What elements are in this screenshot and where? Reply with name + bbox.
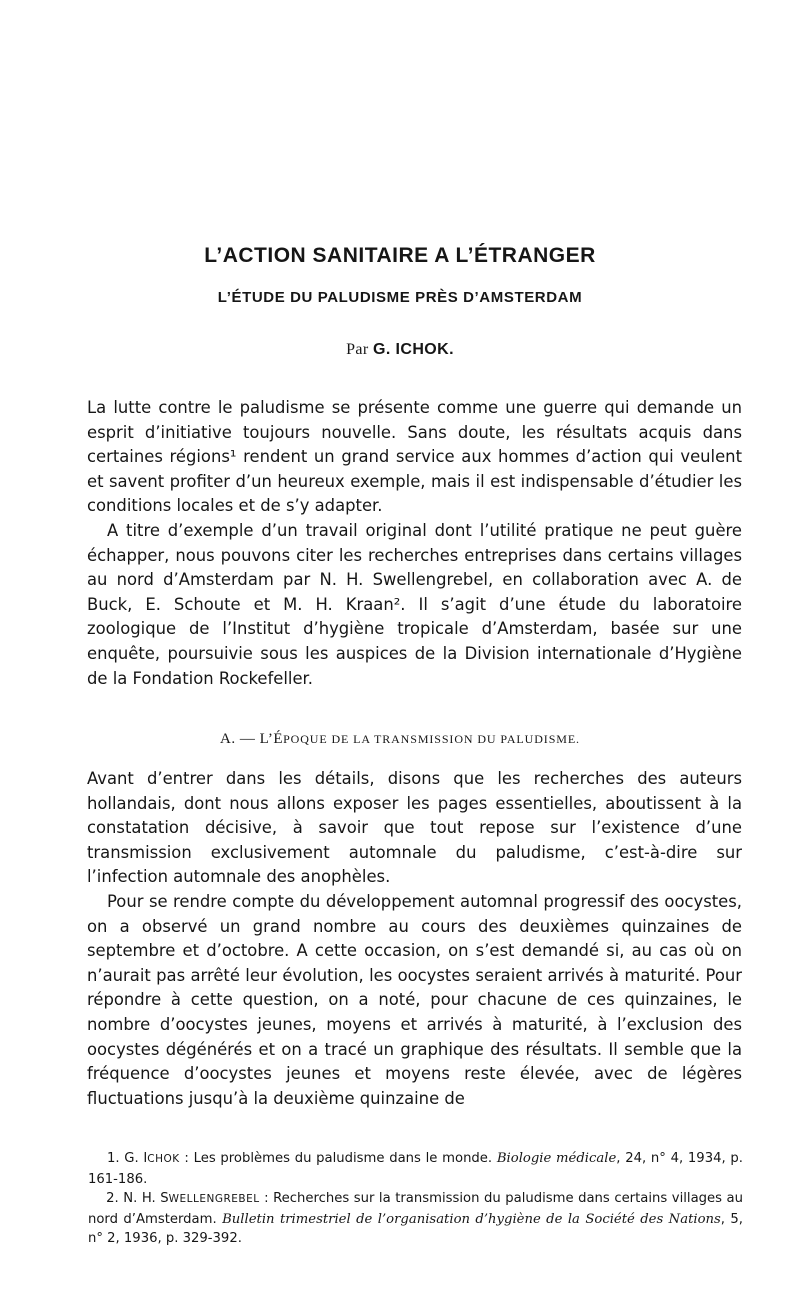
footnote-1-text: : Les problèmes du paludisme dans le monde. bbox=[184, 1151, 493, 1166]
byline-prefix: Par bbox=[346, 341, 369, 358]
byline bbox=[0, 341, 800, 359]
footnote-1-journal: Biologie médicale bbox=[496, 1151, 617, 1166]
footnote-2-author: WELLENGREBEL bbox=[168, 1193, 260, 1206]
footnote-2-author-initial: N. H. S bbox=[123, 1191, 169, 1207]
section-a-paragraph-2: Pour se rendre compte du développement automnal progressif des oocystes, on a observé un grand nombre au cours des deuxièmes quinzaines de septembre et d’octobre. A cette occasion, on s’est demandé si, au cas où on n’aurait pas arrêté leur évolution, les oocystes seraient arrivés à maturité. Pour répondre à cette question, on a noté, pour chacune de ces quinzaines, le nombre d’oocystes jeunes, moyens et arrivés à maturité, à l’exclusion des oocystes dégénérés et on a tracé un graphique des résultats. Il semble que la fréquence d’oocystes jeunes et moyens reste élevée, avec de légères fluctuations jusqu’à la deuxième quinzaine de bbox=[87, 891, 742, 1108]
section-a-paragraph-1: Avant d’entrer dans les détails, disons que les recherches des auteurs hollandais, dont nous allons exposer les pages essentielles, aboutissent à la constatation décisive, à savoir que tout repose sur l’existence d’une transmission exclusivement automnale du paludisme, c’est-à-dire sur l’infection automnale des anophèles. bbox=[87, 769, 742, 887]
footnote-2-text: : Recherches sur la transmission du paludisme dans certains villages au nord d’Amsterdam. bbox=[88, 1191, 743, 1227]
footnote-2 bbox=[88, 1189, 743, 1249]
footnote-2-journal: Bulletin trimestriel de l’organisation d’hygiène de la Société des Nations bbox=[222, 1211, 721, 1227]
author-name: G. ICHOK. bbox=[373, 341, 454, 358]
footnote-1-ref: , 24, n° 4, 1934, p. 161-186. bbox=[88, 1151, 743, 1187]
footnote-1-author: CHOK bbox=[147, 1153, 180, 1165]
intro-paragraph-2: A titre d’exemple d’un travail original dont l’utilité pratique ne peut guère échapper, nous pouvons citer les recherches entreprises dans certains villages au nord d’Amsterdam par N. H. Swellengrebel, en collaboration avec A. de Buck, E. Schoute et M. H. Kraan². Il s’agit d’une étude du laboratoire zoologique de l’Institut d’hygiène tropicale d’Amsterdam, basée sur une enquête, poursuivie sous les auspices de la Division internationale d’Hygiène de la Fondation Rockefeller. bbox=[87, 520, 742, 688]
section-heading-text: POQUE DE LA TRANSMISSION DU PALUDISME. bbox=[283, 732, 580, 746]
article-title: L’ACTION SANITAIRE A L’ÉTRANGER bbox=[204, 244, 596, 267]
intro-section bbox=[87, 396, 742, 691]
footnotes bbox=[88, 1149, 743, 1249]
section-letter: A. bbox=[220, 731, 236, 747]
footnote-1 bbox=[88, 1149, 743, 1189]
section-dash: — bbox=[239, 731, 256, 747]
section-heading bbox=[0, 731, 800, 748]
section-a-body bbox=[87, 767, 742, 1111]
footnote-1-number: 1. bbox=[106, 1151, 120, 1166]
section-heading-first-cap: L’É bbox=[259, 731, 284, 747]
footnote-2-ref: , 5, n° 2, 1936, p. 329-392. bbox=[88, 1211, 743, 1247]
article-subtitle: L’ÉTUDE DU PALUDISME PRÈS D’AMSTERDAM bbox=[217, 289, 583, 306]
footnote-2-number: 2. bbox=[106, 1191, 119, 1207]
footnote-1-author-initial: G. I bbox=[124, 1151, 148, 1166]
intro-paragraph-1: La lutte contre le paludisme se présente comme une guerre qui demande un esprit d’initiative toujours nouvelle. Sans doute, les résultats acquis dans certaines régions¹ rendent un grand service aux hommes d’action qui veulent et savent profiter d’un heureux exemple, mais il est indispensable d’étudier les conditions locales et de s’y adapter. bbox=[87, 398, 742, 516]
